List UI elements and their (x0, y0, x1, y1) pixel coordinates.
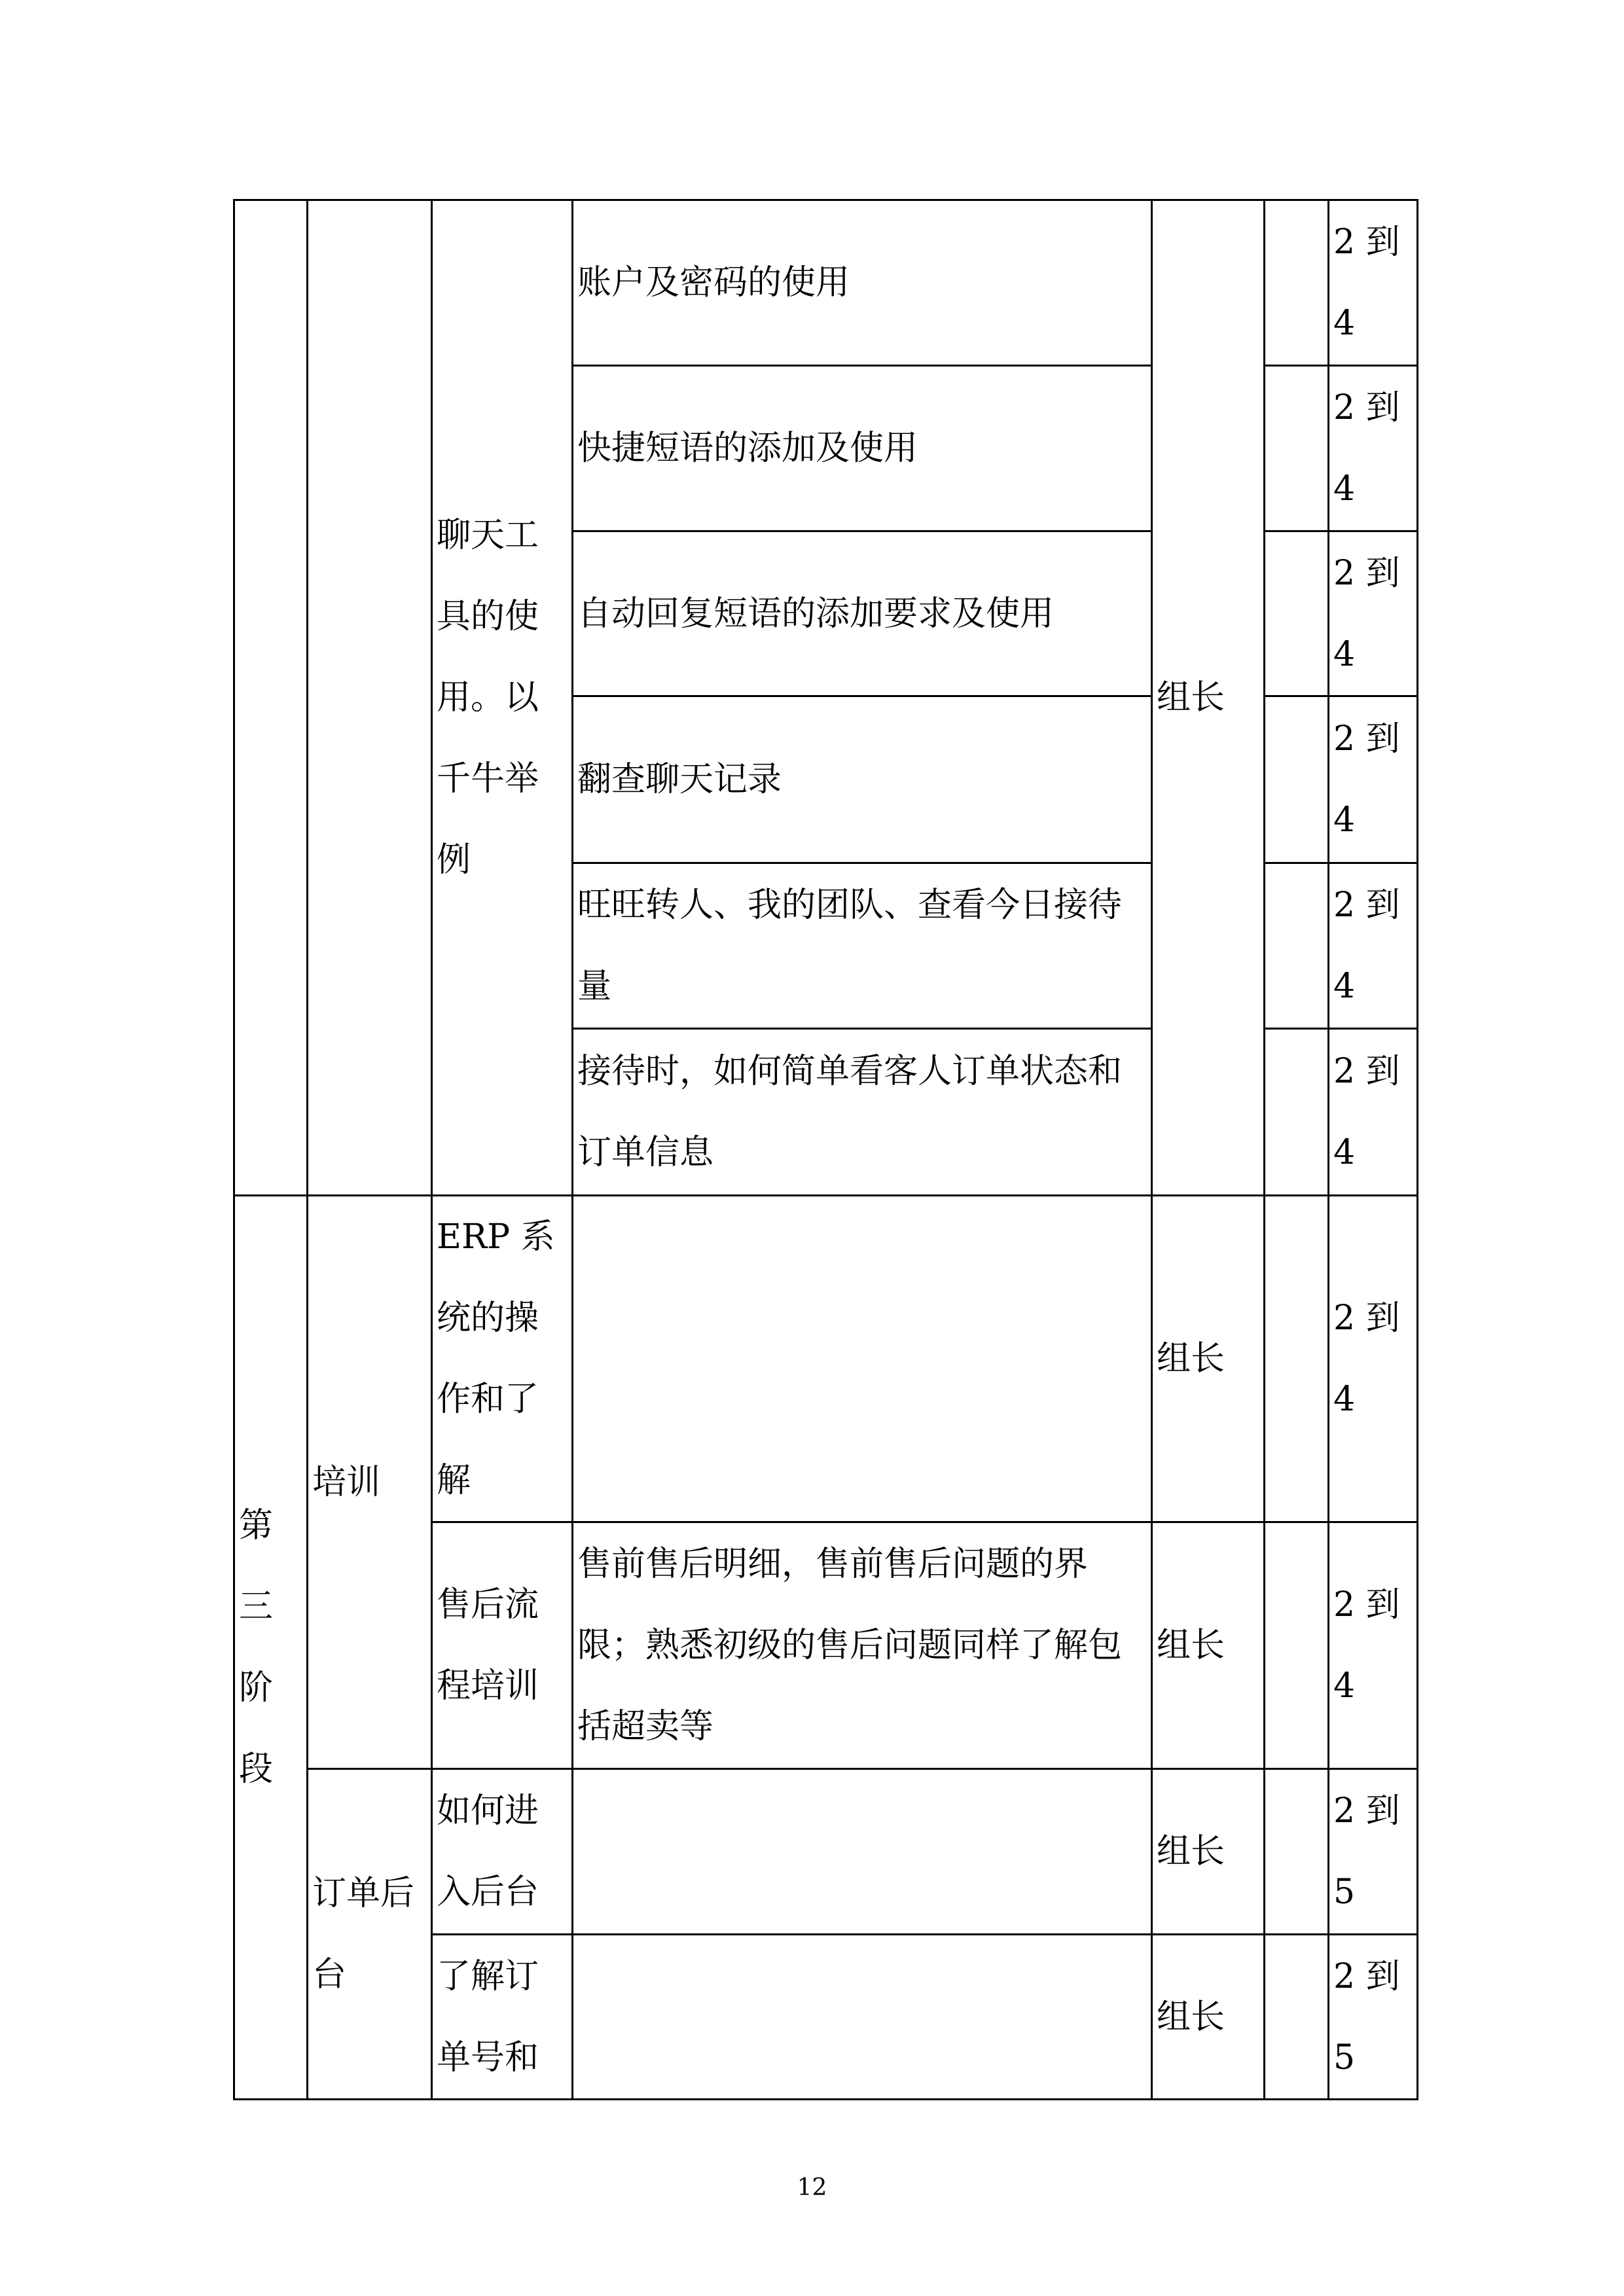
range-cell: 2 到 4 (1329, 366, 1418, 531)
range-cell: 2 到 5 (1329, 1769, 1418, 1935)
stage-cell-empty (234, 200, 308, 1196)
training-plan-table (233, 199, 1418, 2100)
topic-cell: ERP 系统的操作和了解 (432, 1196, 573, 1522)
empty-cell (1265, 1522, 1329, 1769)
content-cell: 自动回复短语的添加要求及使用 (573, 531, 1152, 696)
owner-cell: 组长 (1152, 1522, 1265, 1769)
range-cell: 2 到 4 (1329, 1522, 1418, 1769)
owner-cell: 组长 (1152, 200, 1265, 1196)
owner-cell: 组长 (1152, 1935, 1265, 2100)
range-cell: 2 到 4 (1329, 1029, 1418, 1196)
page-number: 12 (797, 2174, 827, 2201)
topic-cell: 了解订单号和 (432, 1935, 573, 2100)
range-cell: 2 到 4 (1329, 1196, 1418, 1522)
topic-cell: 聊天工具的使用。以千牛举例 (432, 200, 573, 1196)
category-cell: 培训 (308, 1196, 432, 1769)
content-cell (573, 1935, 1152, 2100)
content-cell: 接待时，如何简单看客人订单状态和订单信息 (573, 1029, 1152, 1196)
table-row (234, 1769, 1418, 1935)
content-cell (573, 1769, 1152, 1935)
content-cell: 翻查聊天记录 (573, 696, 1152, 863)
topic-cell: 如何进入后台 (432, 1769, 573, 1935)
content-cell: 旺旺转人、我的团队、查看今日接待量 (573, 863, 1152, 1029)
empty-cell (1265, 366, 1329, 531)
empty-cell (1265, 1196, 1329, 1522)
range-cell: 2 到 4 (1329, 863, 1418, 1029)
owner-cell: 组长 (1152, 1196, 1265, 1522)
category-cell-empty (308, 200, 432, 1196)
table-row (234, 200, 1418, 366)
range-cell: 2 到 4 (1329, 200, 1418, 366)
owner-cell: 组长 (1152, 1769, 1265, 1935)
content-cell: 快捷短语的添加及使用 (573, 366, 1152, 531)
topic-cell: 售后流程培训 (432, 1522, 573, 1769)
empty-cell (1265, 1769, 1329, 1935)
range-cell: 2 到 4 (1329, 531, 1418, 696)
empty-cell (1265, 1935, 1329, 2100)
stage-label-cell: 第三阶段 (234, 1196, 308, 2100)
content-cell (573, 1196, 1152, 1522)
category-cell: 订单后台 (308, 1769, 432, 2100)
empty-cell (1265, 1029, 1329, 1196)
range-cell: 2 到 4 (1329, 696, 1418, 863)
empty-cell (1265, 863, 1329, 1029)
content-cell: 售前售后明细，售前售后问题的界限；熟悉初级的售后问题同样了解包括超卖等 (573, 1522, 1152, 1769)
empty-cell (1265, 531, 1329, 696)
table-row (234, 1196, 1418, 1522)
empty-cell (1265, 200, 1329, 366)
content-cell: 账户及密码的使用 (573, 200, 1152, 366)
empty-cell (1265, 696, 1329, 863)
range-cell: 2 到 5 (1329, 1935, 1418, 2100)
